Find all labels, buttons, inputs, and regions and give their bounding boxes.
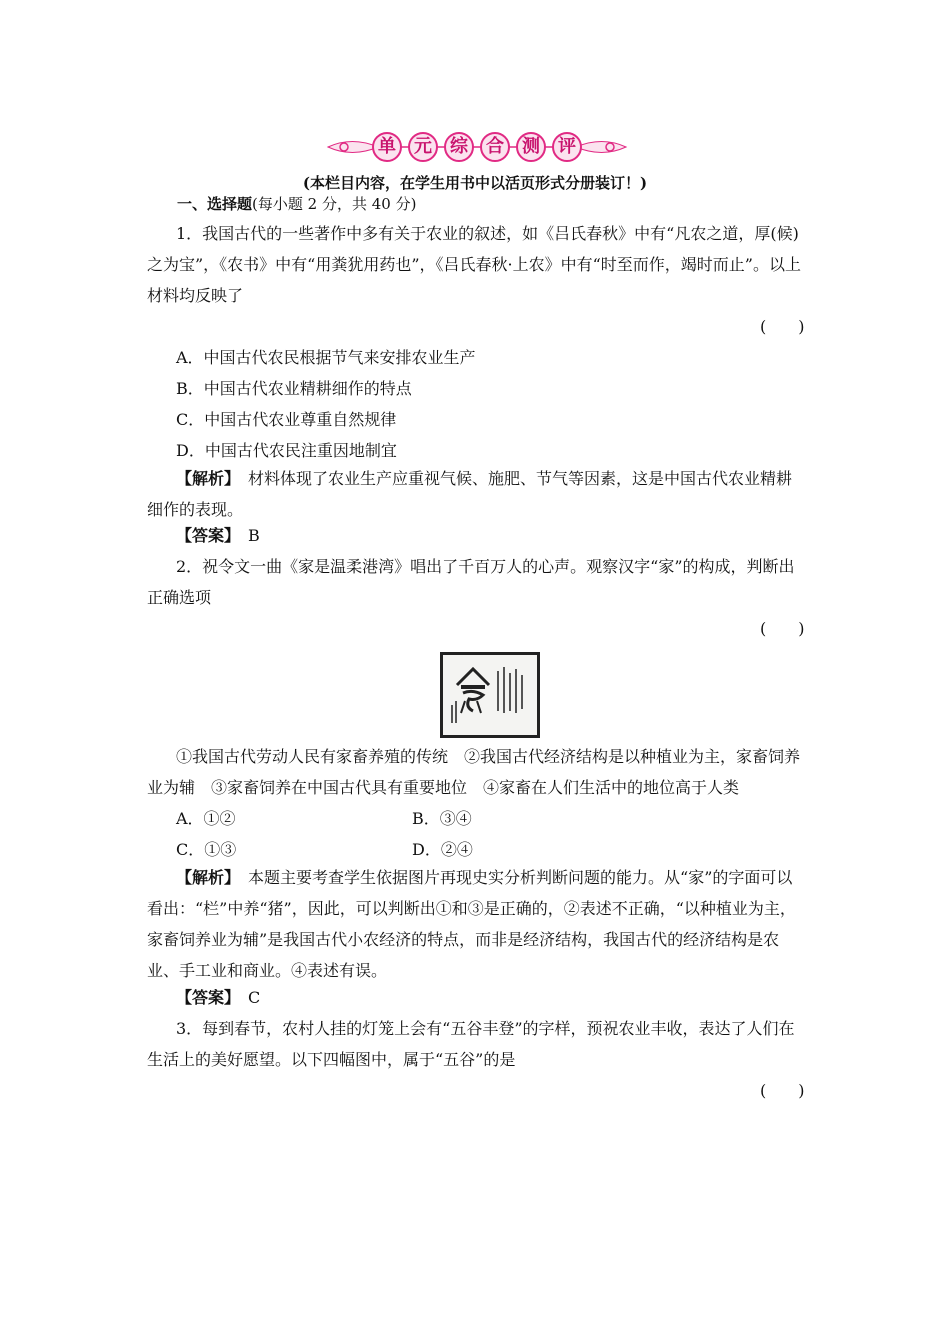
jia-calligraphy-illustration [443, 655, 537, 735]
banner-char: 元 [408, 132, 438, 162]
question-2-answer [147, 982, 807, 1013]
analysis-text: 本题主要考查学生依据图片再现史实分析判断问题的能力。从“家”的字面可以看出：“栏”中养“猪”，因此，可以判断出①和③是正确的，②表述不正确，“以种植业为主，家畜饲养业为辅”是我国古代小农经济的特点，而非是经济结构，我国古代的经济结构是农业、手工业和商业。④表述有误。 [147, 868, 796, 980]
question-1-answer-blank: ( ) [760, 317, 805, 336]
analysis-label: 【解析】 [176, 469, 233, 488]
question-2-answer-blank: ( ) [760, 619, 805, 638]
unit-test-banner [322, 128, 632, 166]
question-3-answer-blank: ( ) [760, 1081, 805, 1100]
question-2-statements: ①我国古代劳动人民有家畜养殖的传统 ②我国古代经济结构是以种植业为主，家畜饲养业为辅 ③家畜饲养在中国古代具有重要地位 ④家畜在人们生活中的地位高于人类 [147, 747, 801, 797]
banner-char: 单 [372, 132, 402, 162]
question-1-option-a: A．中国古代农民根据节气来安排农业生产 [176, 348, 476, 367]
question-1-option-b: B．中国古代农业精耕细作的特点 [176, 379, 412, 398]
answer-value: B [248, 526, 260, 545]
question-1-option-c: C．中国古代农业尊重自然规律 [176, 410, 397, 429]
answer-value: C [248, 988, 261, 1007]
banner-char: 测 [516, 132, 546, 162]
analysis-label: 【解析】 [176, 868, 233, 887]
section-score-note: (每小题 2 分，共 40 分) [252, 195, 417, 213]
analysis-text: 材料体现了农业生产应重视气候、施肥、节气等因素，这是中国古代农业精耕细作的表现。 [147, 469, 793, 519]
question-2-option-a: A．①② [176, 809, 236, 828]
question-2-option-b: B．③④ [412, 809, 472, 828]
jia-character-image [440, 652, 540, 738]
answer-label: 【答案】 [176, 526, 233, 545]
question-3-stem: 3．每到春节，农村人挂的灯笼上会有“五谷丰登”的字样，预祝农业丰收，表达了人们在生活上的美好愿望。以下四幅图中，属于“五谷”的是 [147, 1019, 795, 1069]
banner-char: 评 [552, 132, 582, 162]
question-2-stem: 2．祝令文一曲《家是温柔港湾》唱出了千百万人的心声。观察汉字“家”的构成，判断出正确选项 [147, 557, 795, 607]
banner-title [322, 128, 632, 166]
section-heading [177, 193, 416, 214]
question-2-option-d: D．②④ [412, 840, 473, 859]
question-1-analysis [147, 463, 807, 525]
banner-char: 综 [444, 132, 474, 162]
answer-label: 【答案】 [176, 988, 233, 1007]
section-title: 一、选择题 [177, 195, 253, 213]
question-1-option-d: D．中国古代农民注重因地制宜 [176, 441, 397, 460]
question-2-option-c: C．①③ [176, 840, 237, 859]
question-1-stem: 1．我国古代的一些著作中多有关于农业的叙述，如《吕氏春秋》中有“凡农之道，厚(候)之为宝”，《农书》中有“用粪犹用药也”，《吕氏春秋·上农》中有“时至而作，竭时而止”。以上材料均反映了 [147, 224, 801, 305]
question-1-answer [147, 520, 807, 551]
banner-char: 合 [480, 132, 510, 162]
binding-note: (本栏目内容，在学生用书中以活页形式分册装订！) [302, 174, 648, 192]
question-2-analysis [147, 862, 807, 986]
